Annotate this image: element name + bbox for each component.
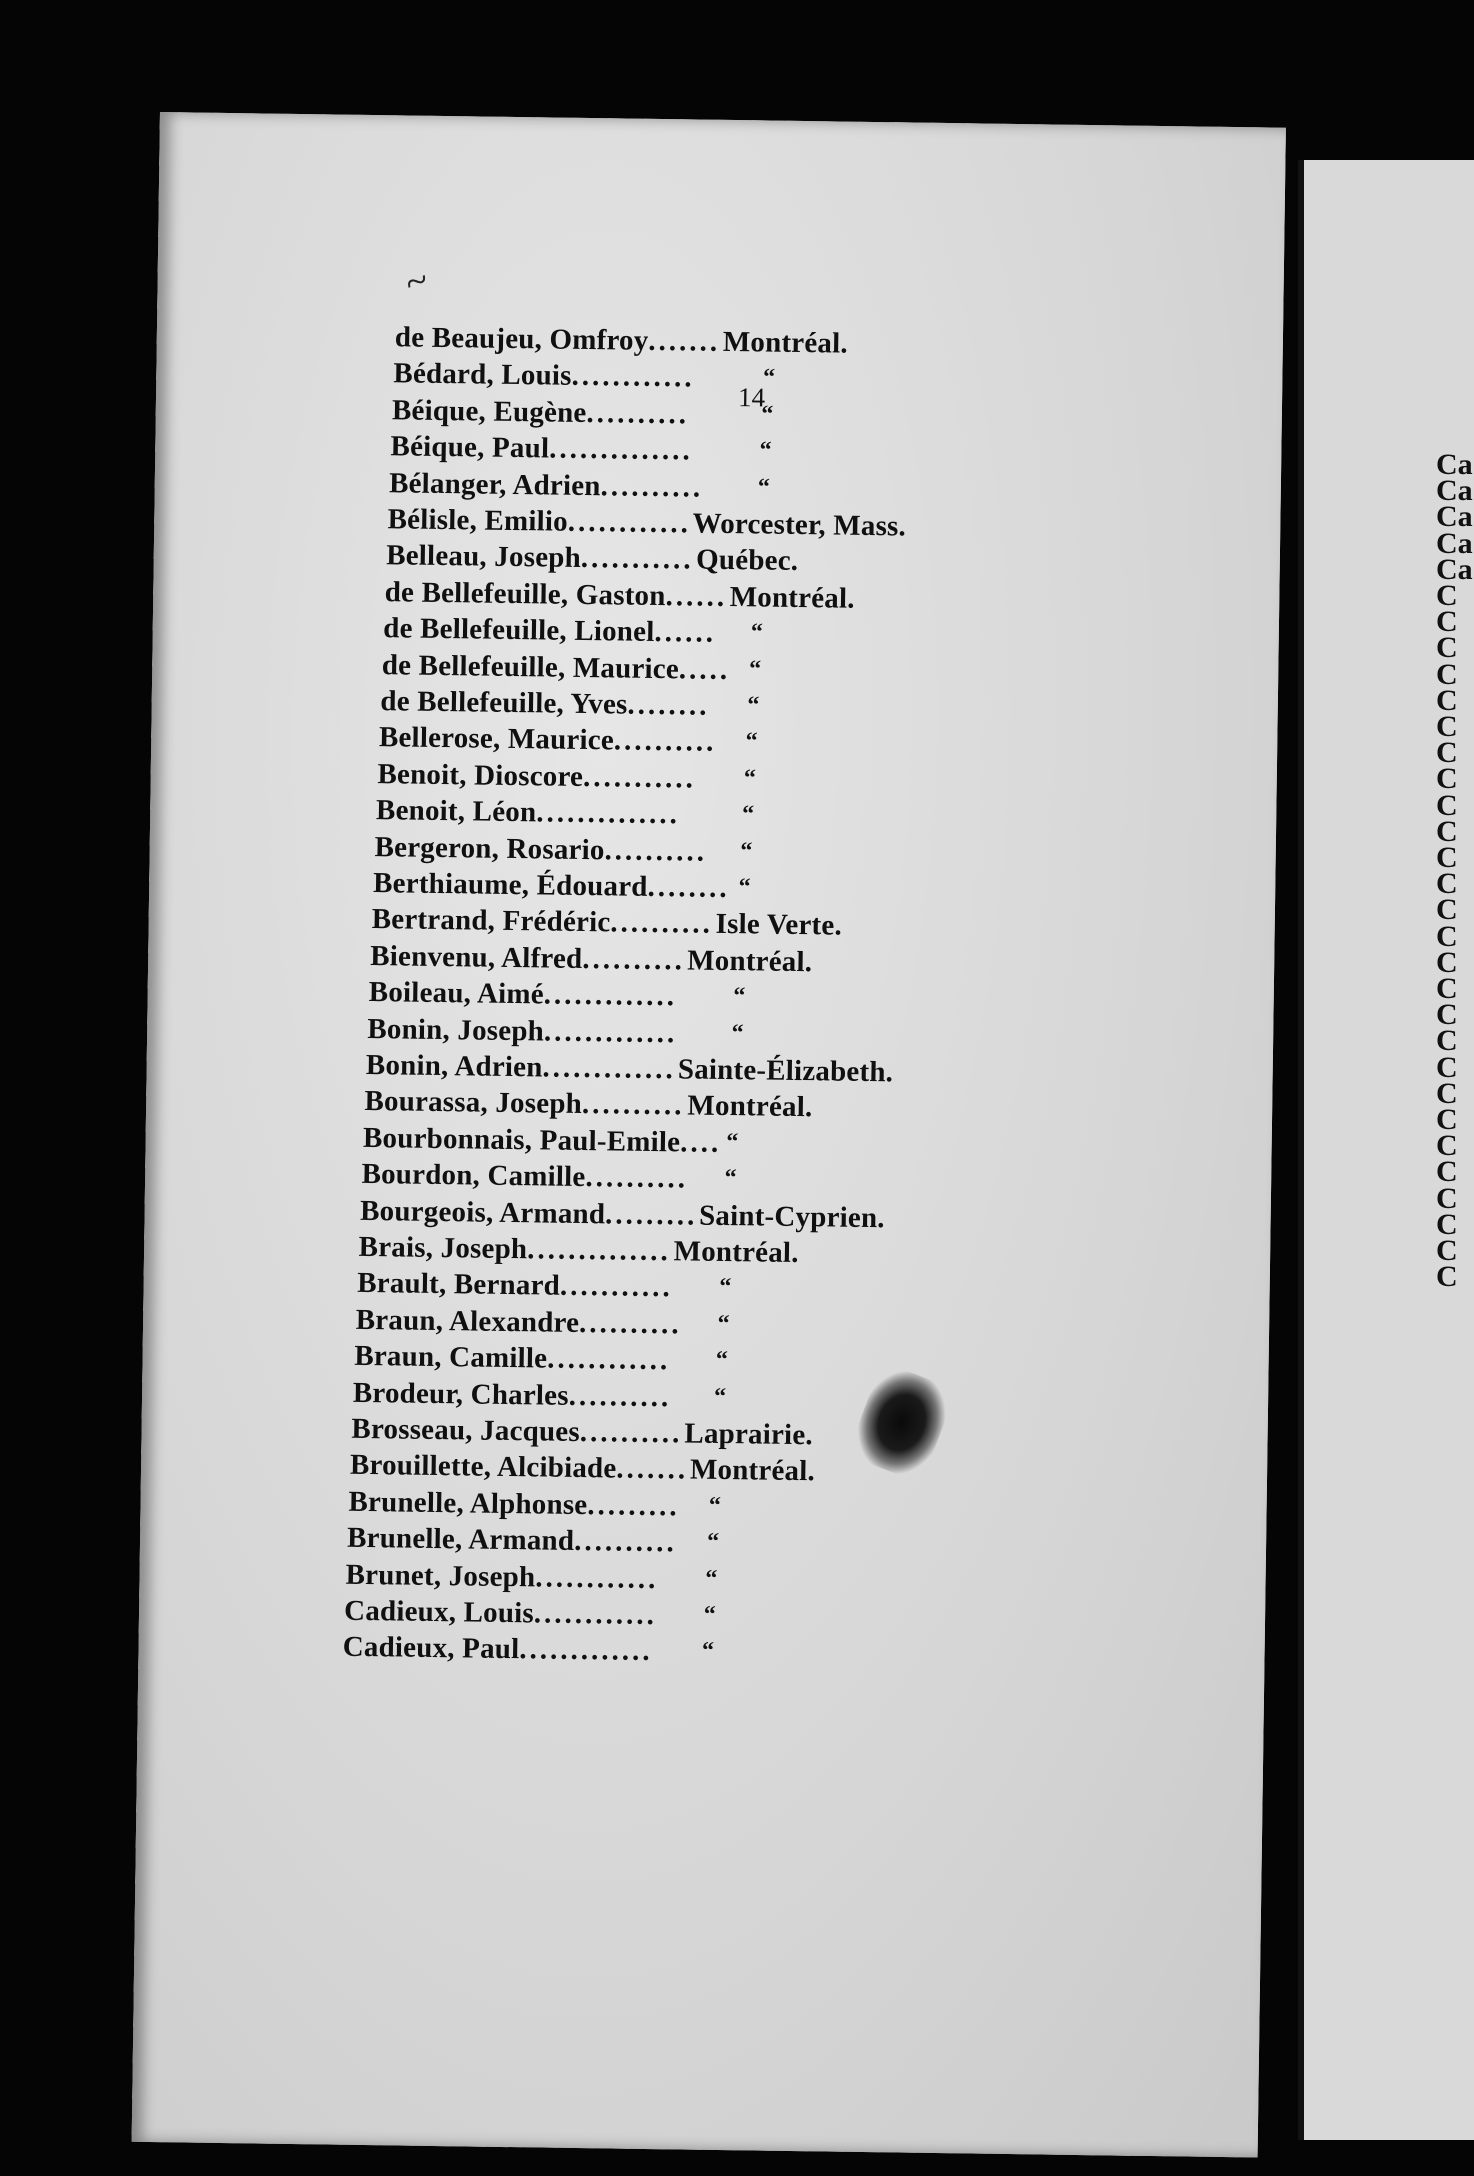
entry-name: Bellerose, Maurice — [378, 721, 615, 757]
ditto-mark: “ — [726, 1128, 739, 1155]
entry-name: Braun, Alexandre — [355, 1303, 580, 1339]
adjacent-page-letter: C — [1436, 605, 1458, 639]
ditto-mark: “ — [762, 364, 776, 392]
entry-name: Bédard, Louis — [393, 357, 572, 393]
entry-name: Bertrand, Frédéric — [371, 903, 611, 939]
entry-name: Bonin, Adrien — [365, 1048, 543, 1084]
entry-name: Berthiaume, Édouard — [372, 867, 648, 903]
leader-dots: ........... — [582, 760, 697, 795]
adjacent-page-letter: Ca — [1436, 552, 1473, 586]
adjacent-page-letter: C — [1436, 1155, 1458, 1189]
ditto-mark: “ — [708, 1492, 722, 1519]
document-page — [132, 112, 1286, 2158]
leader-dots: .......... — [586, 396, 690, 431]
adjacent-page-letter: C — [1436, 736, 1458, 770]
entry-name: Bergeron, Rosario — [374, 830, 605, 866]
leader-dots: .......... — [585, 1161, 689, 1195]
entry-name: Brunet, Joseph — [345, 1558, 536, 1593]
entry-place: Québec. — [695, 543, 799, 578]
entry-name: de Bellefeuille, Yves — [380, 685, 628, 721]
ditto-mark: “ — [713, 1383, 727, 1410]
leader-dots: ......... — [587, 1488, 680, 1523]
adjacent-page-letter: C — [1436, 1260, 1458, 1294]
ditto-mark: “ — [748, 655, 762, 683]
adjacent-page-letter: C — [1436, 998, 1458, 1032]
entry-name: Bourgeois, Armand — [359, 1194, 606, 1230]
adjacent-page-letter: C — [1436, 1103, 1458, 1136]
entry-name: Béique, Eugène — [391, 394, 587, 429]
adjacent-page-letter: C — [1436, 945, 1458, 979]
leader-dots: .......... — [610, 906, 714, 941]
entry-name: Cadieux, Louis — [343, 1594, 535, 1630]
leader-dots: .............. — [536, 796, 681, 831]
entry-name: Brais, Joseph — [358, 1230, 528, 1266]
entry-place: Montréal. — [689, 1453, 816, 1488]
entry-name: Braun, Camille — [354, 1340, 548, 1375]
adjacent-page-letter: C — [1436, 1050, 1458, 1084]
entry-name: Bonin, Joseph — [367, 1012, 545, 1048]
ditto-mark: “ — [738, 874, 752, 901]
leader-dots: .... — [679, 1126, 722, 1159]
ditto-mark: “ — [747, 692, 760, 719]
list-item — [342, 1631, 942, 1675]
leader-dots: ............ — [567, 505, 692, 540]
leader-dots: ........... — [559, 1270, 673, 1304]
entry-name: de Bellefeuille, Maurice — [381, 648, 680, 685]
ink-mark: ~ — [398, 256, 435, 306]
entry-place: Montréal. — [687, 944, 813, 978]
entry-name: Brunelle, Armand — [346, 1521, 575, 1558]
adjacent-page-letter: Ca — [1436, 526, 1473, 560]
leader-dots: ............ — [571, 360, 695, 394]
ditto-mark: “ — [719, 1274, 732, 1301]
leader-dots: ............ — [535, 1560, 659, 1595]
entry-name: Bélisle, Emilio — [387, 503, 569, 538]
entry-place: Isle Verte. — [715, 908, 843, 942]
leader-dots: ....... — [648, 324, 721, 358]
entry-place: Laprairie. — [684, 1417, 814, 1452]
leader-dots: .......... — [568, 1379, 672, 1413]
entry-place: Sainte-Élizabeth. — [677, 1053, 894, 1089]
ditto-mark: “ — [759, 437, 772, 464]
adjacent-page-letter: Ca — [1436, 500, 1473, 534]
leader-dots: ........... — [580, 542, 694, 576]
leader-dots: ............ — [547, 1342, 671, 1377]
leader-dots: ...... — [654, 616, 717, 649]
adjacent-page-letter: C — [1436, 710, 1458, 743]
adjacent-page-letter: C — [1436, 814, 1458, 848]
ditto-mark: “ — [701, 1638, 715, 1665]
ditto-mark: “ — [733, 983, 746, 1010]
adjacent-page-letter: C — [1436, 579, 1458, 612]
entry-name: Cadieux, Paul — [342, 1631, 520, 1666]
entry-name: Benoit, Dioscore — [377, 757, 584, 793]
entry-name: de Bellefeuille, Lionel — [383, 612, 655, 649]
adjacent-page-letter: C — [1436, 972, 1458, 1005]
leader-dots: .............. — [527, 1233, 671, 1268]
ditto-mark: “ — [745, 728, 758, 755]
ditto-mark: “ — [757, 473, 771, 501]
entry-name: Brault, Bernard — [356, 1267, 561, 1303]
entry-name: Benoit, Léon — [375, 794, 537, 829]
leader-dots: .......... — [582, 942, 686, 977]
adjacent-page-letter: C — [1436, 1234, 1458, 1267]
entry-name: Bourassa, Joseph — [364, 1085, 583, 1121]
ditto-mark: “ — [724, 1165, 738, 1192]
adjacent-page-letter: Ca — [1436, 448, 1473, 481]
leader-dots: ............. — [542, 1051, 677, 1086]
adjacent-page-letter: C — [1436, 1207, 1458, 1241]
adjacent-page — [1298, 160, 1474, 2140]
adjacent-page-letter: C — [1436, 683, 1458, 717]
leader-dots: .......... — [578, 1306, 682, 1341]
entry-place: Montréal. — [722, 325, 849, 360]
directory-list — [132, 112, 1286, 2158]
leader-dots: ........ — [647, 870, 730, 905]
ditto-mark: “ — [743, 765, 757, 792]
adjacent-page-letter: C — [1436, 657, 1458, 691]
leader-dots: ......... — [604, 1197, 698, 1232]
adjacent-page-letter: C — [1436, 788, 1458, 822]
entry-place: Montréal. — [729, 580, 855, 615]
leader-dots: ............. — [543, 1015, 678, 1049]
page-number: 14 — [737, 382, 766, 413]
ditto-mark: “ — [741, 801, 755, 828]
leader-dots: .......... — [600, 469, 704, 504]
leader-dots: .......... — [613, 724, 717, 759]
ditto-mark: “ — [740, 837, 753, 864]
adjacent-page-letter: C — [1436, 1076, 1458, 1110]
entry-name: Béique, Paul — [390, 430, 550, 465]
entry-name: Brouillette, Alcibiade — [349, 1449, 617, 1485]
entry-name: Bienvenu, Alfred — [370, 939, 583, 975]
entry-name: Belleau, Joseph — [385, 539, 582, 575]
adjacent-page-letter: C — [1436, 1181, 1458, 1215]
leader-dots: .......... — [574, 1525, 677, 1559]
leader-dots: .......... — [581, 1088, 685, 1122]
ditto-mark: “ — [761, 401, 774, 428]
adjacent-page-letter: C — [1436, 1129, 1458, 1163]
leader-dots: ...... — [665, 579, 728, 613]
leader-dots: .......... — [579, 1415, 683, 1450]
leader-dots: ............. — [519, 1633, 653, 1668]
adjacent-page-letter: C — [1436, 841, 1458, 874]
ditto-mark: “ — [703, 1601, 717, 1628]
leader-dots: ............. — [543, 978, 678, 1013]
adjacent-page-letter: C — [1436, 631, 1458, 665]
entry-name: Bourdon, Camille — [361, 1158, 586, 1194]
entry-name: Bourbonnais, Paul-Emile — [362, 1121, 681, 1159]
entry-name: Brunelle, Alphonse — [348, 1485, 588, 1521]
leader-dots: ....... — [616, 1452, 689, 1486]
ditto-mark: “ — [731, 1019, 745, 1046]
ditto-mark: “ — [705, 1565, 718, 1592]
entry-place: Montréal. — [673, 1235, 799, 1270]
entry-name: de Beaujeu, Omfroy — [394, 321, 649, 357]
leader-dots: ........ — [627, 688, 710, 722]
entry-name: Bélanger, Adrien — [388, 466, 601, 502]
adjacent-page-letter: C — [1436, 1024, 1458, 1058]
entry-name: Brodeur, Charles — [352, 1376, 569, 1412]
ditto-mark: “ — [706, 1528, 720, 1556]
adjacent-page-letter: C — [1436, 919, 1458, 953]
adjacent-page-letter: C — [1436, 762, 1458, 796]
leader-dots: ............ — [533, 1597, 658, 1632]
ditto-mark: “ — [750, 619, 764, 646]
adjacent-page-letter: C — [1436, 893, 1458, 927]
adjacent-page-letter: C — [1436, 867, 1458, 901]
entry-name: Brosseau, Jacques — [351, 1412, 581, 1448]
entry-place: Montréal. — [687, 1089, 813, 1124]
ditto-mark: “ — [715, 1347, 729, 1374]
entry-place: Saint-Cyprien. — [698, 1199, 885, 1234]
entry-place: Worcester, Mass. — [692, 507, 907, 543]
adjacent-page-letter: Ca — [1436, 474, 1473, 508]
entry-name: Boileau, Aimé — [368, 976, 545, 1011]
entry-name: de Bellefeuille, Gaston — [384, 575, 666, 612]
leader-dots: .......... — [604, 833, 708, 868]
leader-dots: .............. — [548, 432, 693, 467]
leader-dots: ..... — [678, 652, 731, 686]
ditto-mark: “ — [717, 1310, 731, 1337]
